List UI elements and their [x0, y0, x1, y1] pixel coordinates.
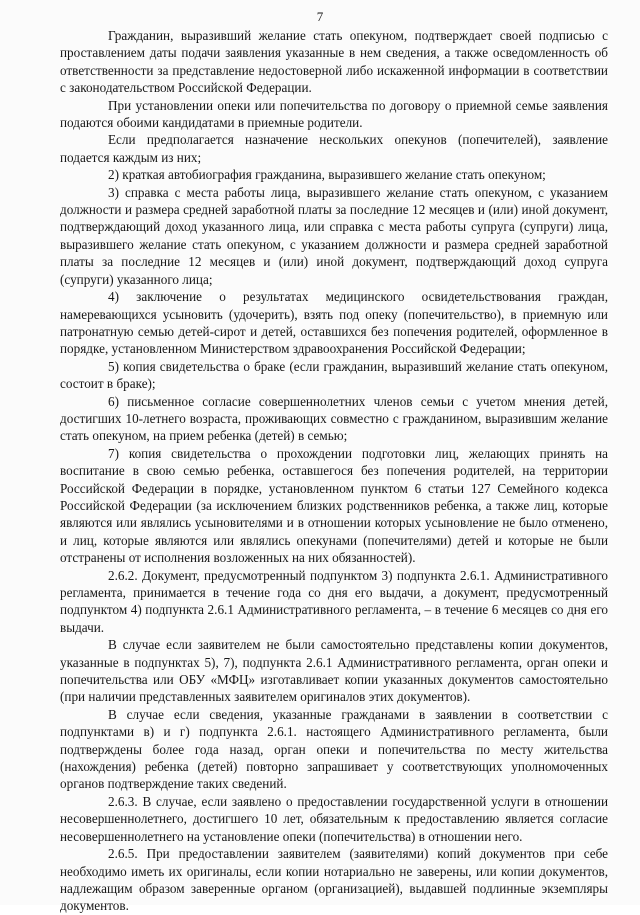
list-item-3-work-certificate: 3) справка с места работы лица, выразившего желание стать опекуном, с указанием должности и размера средней заработной платы за последние 12 месяцев и (или) иной документ, подтверждающий доход указанного лица, или справка с места работы супруга (супруги) лица, выразившего желание стать опекуном, с указанием должности и размера средней заработной платы за последние 12 месяцев и (или) иной документ, подтверждающий доход супруга (супруги) указанного лица; — [60, 184, 608, 287]
list-item-6-family-consent: 6) письменное согласие совершеннолетних членов семьи с учетом мнения детей, достигших 10-летнего возраста, проживающих совместно с гражданином, выразившим желание стать опекуном, на прием ребенка (детей) в семью; — [60, 393, 608, 444]
page-number: 7 — [316, 9, 324, 24]
paragraph-multiple-guardians: Если предполагается назначение нескольких опекунов (попечителей), заявление подается каждым из них; — [60, 132, 608, 165]
paragraph-2-6-5: 2.6.5. При предоставлении заявителем (заявителями) копий документов при себе необходимо иметь их оригиналы, если копии нотариально не заверены, или копии документов, надлежащим образом заверенные органом (организацией), выдавшей подлинные экземпляры документов. — [60, 846, 608, 914]
list-item-5-marriage-certificate: 5) копия свидетельства о браке (если гражданин, выразивший желание стать опекуном, состоит в браке); — [60, 358, 608, 392]
paragraph-2-6-3: 2.6.3. В случае, если заявлено о предоставлении государственной услуги в отношении несовершеннолетнего, достигшего 10 лет, обязательным к предоставлению является согласие несовершеннолетнего на установление опеки (попечительства) в отношении него. — [60, 793, 608, 844]
list-item-4-medical-conclusion: 4) заключение о результатах медицинского освидетельствования граждан, намеревающихся усыновить (удочерить), взять под опеку (попечительство), в приемную или патронатную семью детей-сирот и детей, оставшихся без попечения родителей, оформленное в порядке, установленном Министерством здравоохранения Российской Федерации; — [60, 289, 608, 357]
paragraph-2-6-2: 2.6.2. Документ, предусмотренный подпунктом 3) подпункта 2.6.1. Административного регламента, принимается в течение года со дня его выдачи, а документ, предусмотренный подпунктом 4) подпункта 2.6.1 Административного регламента, – в течение 6 месяцев со дня его выдачи. — [60, 567, 608, 635]
list-item-2-autobiography: 2) краткая автобиография гражданина, выразившего желание стать опекуном; — [108, 167, 546, 183]
paragraph-signature: Гражданин, выразивший желание стать опекуном, подтверждает своей подписью с проставлением даты подачи заявления указанные в нем сведения, а также осведомленность об ответственности за представление недостоверной либо искаженной информации в соответствии с законодательством Российской Федерации. — [60, 28, 608, 96]
paragraph-copies: В случае если заявителем не были самостоятельно представлены копии документов, указанные в подпунктах 5), 7), подпункта 2.6.1 Административного регламента, орган опеки и попечительства или ОБУ «МФЦ» изготавливает копии указанных документов самостоятельно (при наличии представленных заявителем оригиналов этих документов). — [60, 637, 608, 705]
paragraph-information-update: В случае если сведения, указанные гражданами в заявлении в соответствии с подпунктами в) и г) подпункта 2.6.1. настоящего Административного регламента, были подтверждены более года назад, орган опеки и попечительства по месту жительства (нахождения) ребенка (детей) повторно запрашивает у соответствующих уполномоченных органов подтверждение таких сведений. — [60, 706, 608, 792]
document-body — [60, 27, 608, 915]
paragraph-foster-family: При установлении опеки или попечительства по договору о приемной семье заявления подаются обоими кандидатами в приемные родители. — [60, 97, 608, 131]
list-item-7-training-certificate: 7) копия свидетельства о прохождении подготовки лиц, желающих принять на воспитание в свою семью ребенка, оставшегося без попечения родителей, на территории Российской Федерации в порядке, установленном пунктом 6 статьи 127 Семейного кодекса Российской Федерации (за исключением близких родственников ребенка, а также лиц, которые являются или являлись усыновителями и в отношении которых усыновление не было отменено, и лиц, которые являются или являлись опекунами (попечителями) детей и которые не были отстранены от исполнения возложенных на них обязанностей). — [60, 445, 608, 566]
